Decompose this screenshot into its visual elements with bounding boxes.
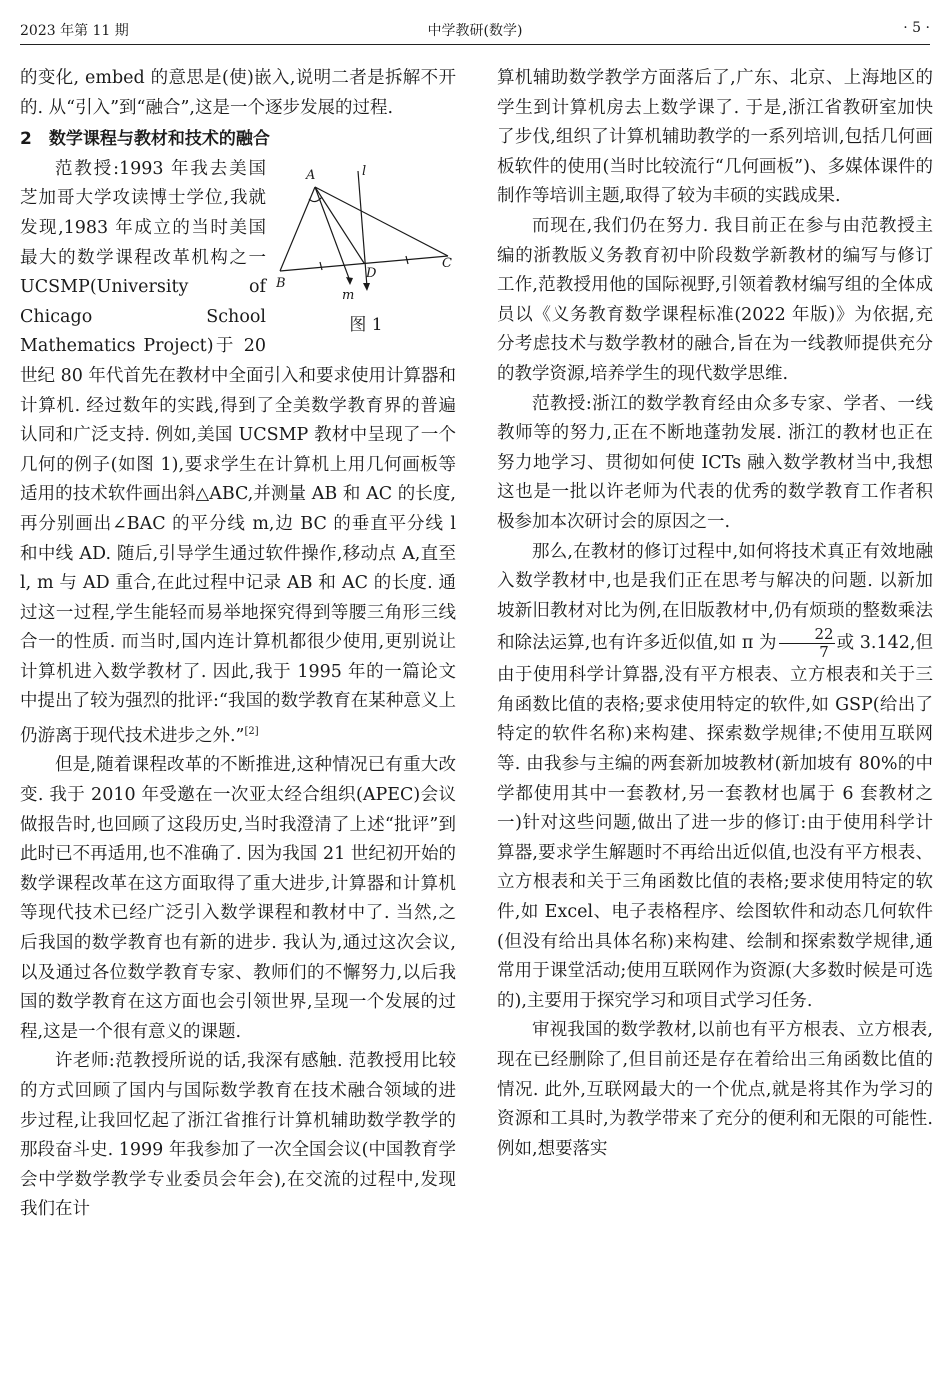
right-paragraph-3: 范教授:浙江的数学教育经由众多专家、学者、一线教师等的努力,正在不断地蓬勃发展. 浙江的教材也正在努力地学习、贯彻如何使 ICTs 融入数学教材当中,我想这也是一批以许老师为代表的优秀的数学教育工作者积极参加本次研讨会的原因之一. bbox=[497, 393, 933, 532]
label-d: D bbox=[366, 265, 377, 281]
fraction-numerator: 22 bbox=[779, 626, 835, 644]
left-paragraph-2-text: 范教授:1993 年我去美国芝加哥大学攻读博士学位,我就发现,1983 年成立的当时美国最大的数学课程改革机构之一 UCSMP(University of Chicago School Mathematics Project)于 20 世纪 80 年代首先在教材中全面引入和要求使用计算器和计算机. 经过数年的实践,得到了全美数学教育界的普遍认同和广泛支持. 例如,美国 UCSMP 教材中呈现了一个几何的例子(如图 1),要求学生在计算机上用几何画板等适用的技术软件画出斜△ABC,并测量 AB 和 AC 的长度,再分别画出∠BAC 的平分线 m,边 BC 的垂直平分线 l 和中线 AD. 随后,引导学生通过软件操作,移动点 A,直至 l, m 与 AD 重合,在此过程中记录 AB 和 AC 的长度. 通过这一过程,学生能轻而易举地探究得到等腰三角形三线合一的性质. 而当时,国内连计算机都很少使用,更别说让计算机进入数学教材了. 因此,我于 1995 年的一篇论文中提出了较为强烈的批评:“我国的数学教育在某种意义上仍游离于现代技术进步之外.” bbox=[20, 158, 456, 746]
right-paragraph-2: 而现在,我们仍在努力. 我目前正在参与由范教授主编的浙教版义务教育初中阶段数学新教材的编写与修订工作,范教授用他的国际视野,引领着教材编写组的全体成员以《义务教育数学课程标准(2022 年版)》为依据,充分考虑技术与数学教材的融合,旨在为一线教师提供充分的教学资源,培养学生的现代数学思维. bbox=[497, 215, 933, 384]
page-number: · 5 · bbox=[903, 20, 930, 36]
fraction-22-7 bbox=[779, 626, 835, 661]
journal-title: 中学教研(数学) bbox=[427, 23, 523, 39]
left-paragraph-1: 的变化, embed 的意思是(使)嵌入,说明二者是拆解不开的. 从“引入”到“融合”,这是一个逐步发展的过程. bbox=[20, 68, 456, 118]
right-paragraph-1: 算机辅助数学教学方面落后了,广东、北京、上海地区的学生到计算机房去上数学课了. 于是,浙江省教研室加快了步伐,组织了计算机辅助教学的一系列培训,包括几何画板软件的使用(当时比较流行“几何画板”)、多媒体课件的制作等培训主题,取得了较为丰硕的实践成果. bbox=[497, 68, 933, 207]
citation-ref: [2] bbox=[244, 726, 259, 738]
side-bc bbox=[280, 256, 448, 271]
figure-1 bbox=[276, 159, 456, 339]
arrow-m-icon bbox=[346, 277, 353, 285]
right-paragraph-4-text-b: 或 3.142,但由于使用科学计算器,没有平方根表、立方根表和关于三角函数比值的表格;要求使用特定的软件,如 GSP(给出了特定的软件名称)来构建、探索数学规律;不使用互联网等. 由我参与主编的两套新加坡教材(新加坡有 80%的中学都使用其中一套教材,另一套教材也属于 6 套教材之一)针对这些问题,做出了进一步的修订:由于使用科学计算器,要求学生解题时不再给出近似值,也没有平方根表、立方根表和关于三角函数比值的表格;要求使用特定的软件,如 Excel、电子表格程序、绘图软件和动态几何软件(但没有给出具体名称)来构建、绘制和探索数学规律,通常用于课堂活动;使用互联网作为资源(大多数时候是可选的),主要用于探究学习和项目式学习任务. bbox=[497, 633, 933, 1011]
label-c: C bbox=[442, 255, 452, 271]
section-heading: 2 数学课程与教材和技术的融合 bbox=[20, 129, 270, 150]
label-a: A bbox=[306, 167, 316, 183]
label-l: l bbox=[362, 163, 367, 179]
right-paragraph-5: 审视我国的数学教材,以前也有平方根表、立方根表,现在已经删除了,但目前还是存在着给出三角函数比值的情况. 此外,互联网最大的一个优点,就是将其作为学习的资源和工具时,为教学带来了充分的便利和无限的可能性. 例如,想要落实 bbox=[497, 1020, 933, 1159]
page-header bbox=[20, 14, 930, 45]
label-m: m bbox=[342, 287, 355, 303]
left-paragraph-3: 但是,随着课程改革的不断推进,这种情况已有重大改变. 我于 2010 年受邀在一次亚太经合组织(APEC)会议做报告时,也回顾了这段历史,当时我澄清了上述“批评”到此时已不再适用,也不准确了. 因为我国 21 世纪初开始的数学课程改革在这方面取得了重大进步,计算器和计算机等现代技术已经广泛引入数学课程和教材中了. 当然,之后我国的数学教育也有新的进步. 我认为,通过这次会议,以及通过各位数学教育专家、教师们的不懈努力,以后我国的数学教育在这方面也会引领世界,呈现一个发展的过程,这是一个很有意义的课题. bbox=[20, 755, 456, 1042]
tick-1 bbox=[320, 262, 322, 270]
left-paragraph-4: 许老师:范教授所说的话,我深有感触. 范教授用比较的方式回顾了国内与国际数学教育在技术融合领域的进步过程,让我回忆起了浙江省推行计算机辅助数学教学的那段奋斗史. 1999 年我参加了一次全国会议(中国教育学会中学数学教学专业委员会年会),在交流的过程中,发现我们在计 bbox=[20, 1051, 456, 1220]
triangle-diagram bbox=[276, 159, 456, 309]
issue-label: 2023 年第 11 期 bbox=[20, 23, 129, 39]
right-column bbox=[497, 64, 933, 1164]
right-paragraph-4-text-a: 那么,在教材的修订过程中,如何将技术真正有效地融入数学教材中,也是我们正在思考与解决的问题. 以新加坡新旧教材对比为例,在旧版教材中,仍有烦琐的整数乘法和除法运算,也有许多近似值,如 π 为 bbox=[497, 541, 933, 654]
label-b: B bbox=[276, 275, 286, 291]
figure-caption: 图 1 bbox=[349, 314, 383, 335]
right-paragraph-4 bbox=[497, 538, 933, 1017]
fraction-denominator: 7 bbox=[819, 643, 829, 662]
side-ac bbox=[315, 187, 448, 256]
arrow-l-icon bbox=[363, 283, 370, 291]
left-column bbox=[20, 64, 456, 1225]
